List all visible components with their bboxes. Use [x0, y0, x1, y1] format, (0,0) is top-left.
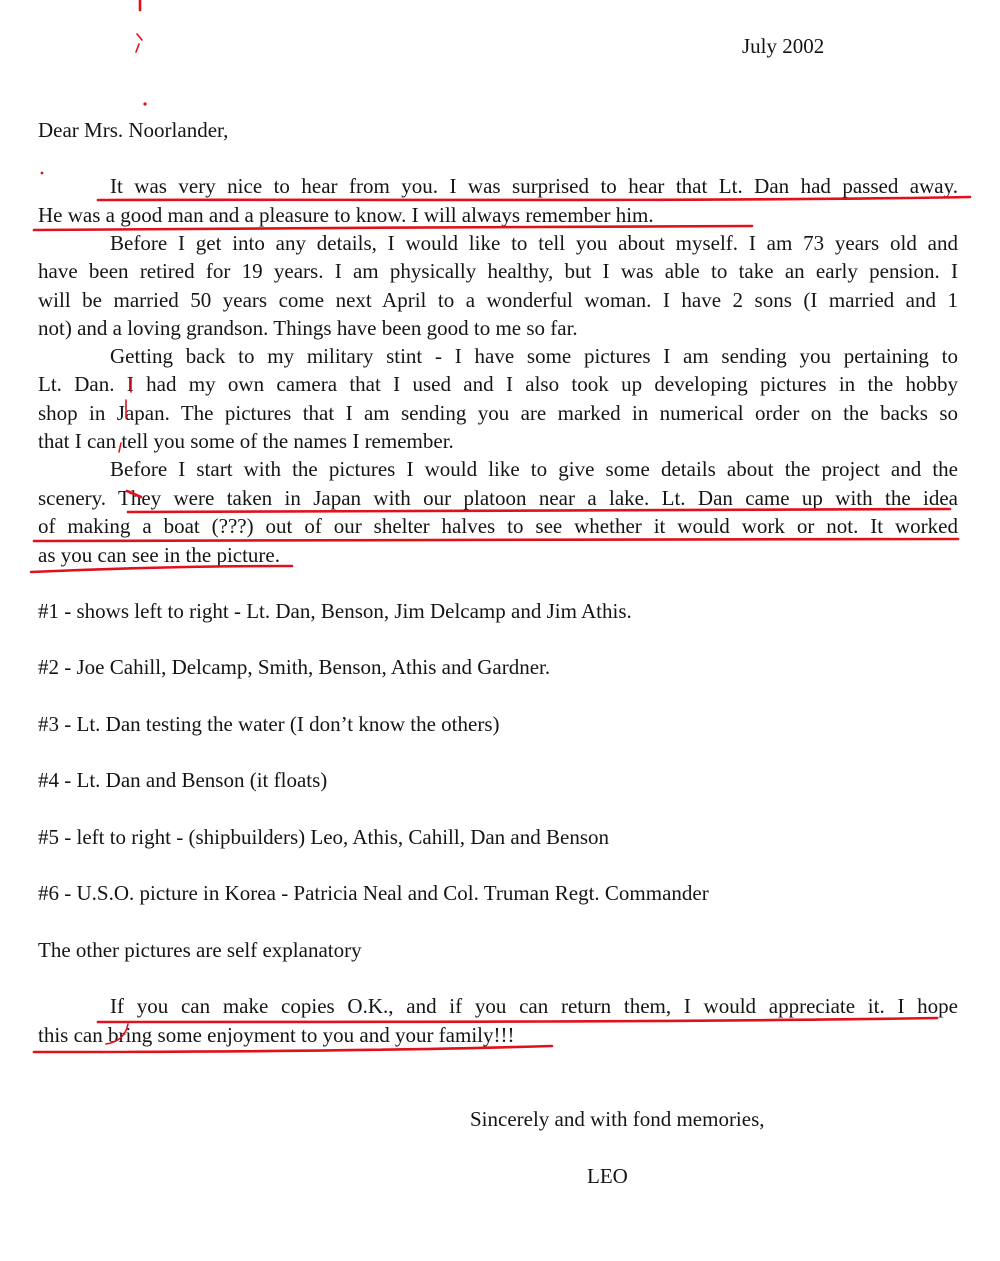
picture-note: #1 - shows left to right - Lt. Dan, Benson, Jim Delcamp and Jim Athis. — [38, 599, 632, 623]
paragraph-3-line-2: Lt. Dan. I had my own camera that I used and I also took up developing pictures in the hobby — [38, 372, 958, 396]
picture-note: #6 - U.S.O. picture in Korea - Patricia Neal and Col. Truman Regt. Commander — [38, 881, 709, 905]
paragraph-3-line-3: shop in Japan. The pictures that I am sending you are marked in numerical order on the backs so — [38, 401, 958, 425]
paragraph-2-line-1: Before I get into any details, I would like to tell you about myself. I am 73 years old and — [110, 231, 958, 255]
underline-closing-line-1 — [98, 1018, 937, 1022]
paragraph-2-line-3: will be married 50 years come next April to a wonderful woman. I have 2 sons (I married and 1 — [38, 288, 958, 312]
picture-note: #2 - Joe Cahill, Delcamp, Smith, Benson, Athis and Gardner. — [38, 655, 551, 679]
letter-date: July 2002 — [742, 34, 825, 58]
paragraph-4-line-1: Before I start with the pictures I would like to give some details about the project and the — [110, 457, 958, 481]
picture-note: #3 - Lt. Dan testing the water (I don’t know the others) — [38, 712, 500, 736]
other-pictures-note: The other pictures are self explanatory — [38, 938, 362, 962]
margin-mark — [136, 34, 142, 52]
paragraph-3-line-1: Getting back to my military stint - I have some pictures I am sending you pertaining to — [110, 344, 958, 368]
picture-note: #5 - left to right - (shipbuilders) Leo, Athis, Cahill, Dan and Benson — [38, 825, 609, 849]
margin-mark — [143, 102, 146, 105]
paragraph-1-line-2: He was a good man and a pleasure to know. I will always remember him. — [38, 203, 654, 227]
paragraph-4-line-3: of making a boat (???) out of our shelter halves to see whether it would work or not. It worked — [38, 514, 958, 538]
paragraph-1-line-1: It was very nice to hear from you. I was surprised to hear that Lt. Dan had passed away. — [110, 174, 958, 198]
margin-mark — [41, 172, 44, 175]
picture-note: #4 - Lt. Dan and Benson (it floats) — [38, 768, 328, 792]
closing: Sincerely and with fond memories, — [470, 1107, 765, 1131]
paragraph-2-line-4: not) and a loving grandson. Things have been good to me so far. — [38, 316, 578, 340]
paragraph-2-line-2: have been retired for 19 years. I am physically healthy, but I was able to take an early pension. I — [38, 259, 958, 283]
paragraph-4-line-4: as you can see in the picture. — [38, 543, 280, 567]
underline-paragraph-4-line-3 — [34, 539, 958, 541]
signature: LEO — [587, 1164, 628, 1188]
closing-paragraph-line-1: If you can make copies O.K., and if you can return them, I would appreciate it. I hope — [110, 994, 958, 1018]
paragraph-4-line-2: scenery. They were taken in Japan with our platoon near a lake. Lt. Dan came up with the idea — [38, 486, 958, 510]
salutation: Dear Mrs. Noorlander, — [38, 118, 229, 142]
paragraph-3-line-4: that I can tell you some of the names I remember. — [38, 429, 454, 453]
closing-paragraph-line-2: this can bring some enjoyment to you and your family!!! — [38, 1023, 515, 1047]
